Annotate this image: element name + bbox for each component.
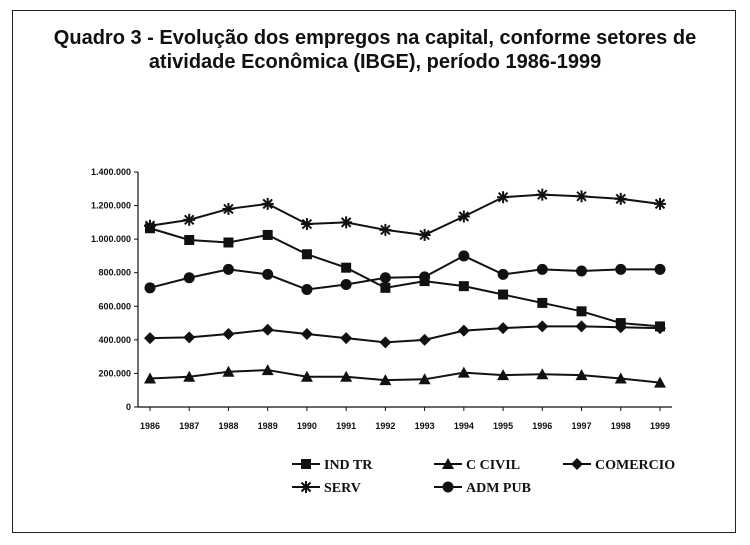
- legend-item-adm-pub: [434, 481, 531, 496]
- legend-label: SERV: [324, 481, 361, 496]
- legend-marker: [443, 482, 454, 493]
- data-point-comercio: [458, 325, 470, 337]
- legend-label: COMERCIO: [595, 458, 676, 473]
- data-point-ind-tr: [380, 283, 390, 293]
- x-tick-label: 1986: [139, 421, 161, 431]
- data-point-comercio: [419, 334, 431, 346]
- data-point-comercio: [497, 322, 509, 334]
- y-tick-label: 0: [125, 402, 131, 412]
- legend-item-comercio: [563, 458, 675, 473]
- y-tick-label: 800.000: [98, 267, 131, 278]
- data-point-adm-pub: [223, 264, 234, 275]
- legend-label: ADM PUB: [466, 481, 531, 496]
- data-point-adm-pub: [458, 250, 469, 261]
- data-point-adm-pub: [145, 282, 156, 293]
- legend: [292, 458, 675, 496]
- series-line-serv: [150, 195, 660, 235]
- data-point-ind-tr: [537, 298, 547, 308]
- data-point-ind-tr: [223, 238, 233, 248]
- data-point-adm-pub: [380, 272, 391, 283]
- x-tick-label: 1998: [610, 421, 631, 431]
- y-tick-label: 600.000: [98, 301, 131, 312]
- data-point-serv: [654, 198, 666, 210]
- data-point-serv: [379, 224, 391, 236]
- data-point-ind-tr: [184, 235, 194, 245]
- data-point-comercio: [183, 331, 195, 343]
- x-tick-label: 1999: [649, 421, 671, 431]
- data-point-adm-pub: [301, 284, 312, 295]
- x-tick-label: 1995: [493, 421, 514, 431]
- data-point-adm-pub: [262, 269, 273, 280]
- x-tick-label: 1997: [571, 421, 592, 431]
- data-point-ind-tr: [263, 230, 273, 240]
- series-c-civil: [144, 364, 666, 388]
- data-point-comercio: [222, 328, 234, 340]
- legend-marker: [300, 481, 312, 493]
- data-point-comercio: [144, 332, 156, 344]
- data-point-ind-tr: [459, 281, 469, 291]
- legend-label: IND TR: [324, 458, 373, 473]
- chart-title-line-2: atividade Econômica (IBGE), período 1986-1999: [148, 51, 602, 73]
- data-point-serv: [615, 193, 627, 205]
- x-tick-label: 1993: [414, 421, 435, 431]
- data-point-ind-tr: [577, 306, 587, 316]
- data-point-serv: [222, 203, 234, 215]
- x-tick-label: 1994: [453, 421, 474, 431]
- data-point-adm-pub: [537, 264, 548, 275]
- series-group: [144, 189, 666, 388]
- legend-marker: [571, 458, 583, 470]
- legend-marker: [301, 459, 311, 469]
- data-point-comercio: [536, 320, 548, 332]
- chart-title-line-1: Quadro 3 - Evolução dos empregos na capital, conforme setores de: [53, 27, 697, 49]
- data-point-serv: [144, 220, 156, 232]
- data-point-ind-tr: [498, 290, 508, 300]
- x-tick-label: 1990: [296, 421, 317, 431]
- y-tick-label: 1.200.000: [90, 200, 131, 211]
- data-point-adm-pub: [419, 271, 430, 282]
- data-point-serv: [576, 190, 588, 202]
- x-tick-label: 1987: [179, 421, 200, 431]
- x-tick-label: 1989: [257, 421, 278, 431]
- data-point-comercio: [340, 332, 352, 344]
- data-point-adm-pub: [498, 269, 509, 280]
- data-point-serv: [419, 229, 431, 241]
- legend-item-serv: [292, 481, 361, 496]
- series-comercio: [144, 320, 666, 348]
- y-tick-label: 200.000: [98, 368, 131, 379]
- x-tick-label: 1992: [375, 421, 396, 431]
- series-serv: [144, 189, 666, 241]
- legend-item-c-civil: [434, 458, 520, 473]
- legend-item-ind-tr: [292, 458, 373, 473]
- x-tick-label: 1988: [218, 421, 239, 431]
- data-point-adm-pub: [655, 264, 666, 275]
- data-point-adm-pub: [615, 264, 626, 275]
- x-tick-label: 1996: [532, 421, 553, 431]
- legend-label: C CIVIL: [466, 458, 521, 473]
- data-point-ind-tr: [341, 263, 351, 273]
- data-point-serv: [536, 189, 548, 201]
- data-point-serv: [458, 210, 470, 222]
- data-point-comercio: [379, 336, 391, 348]
- data-point-comercio: [301, 328, 313, 340]
- data-point-comercio: [262, 324, 274, 336]
- data-point-serv: [340, 216, 352, 228]
- data-point-ind-tr: [302, 249, 312, 259]
- y-tick-label: 1.000.000: [90, 234, 131, 245]
- data-point-comercio: [576, 320, 588, 332]
- tick-labels: [91, 167, 670, 431]
- data-point-adm-pub: [341, 279, 352, 290]
- data-point-serv: [497, 191, 509, 203]
- data-point-serv: [301, 218, 313, 230]
- series-adm-pub: [145, 250, 666, 295]
- data-point-adm-pub: [576, 266, 587, 277]
- y-tick-label: 400.000: [98, 334, 131, 345]
- data-point-adm-pub: [184, 272, 195, 283]
- data-point-serv: [183, 214, 195, 226]
- x-tick-label: 1991: [336, 421, 357, 431]
- y-tick-label: 1.400.000: [90, 167, 131, 177]
- data-point-serv: [262, 198, 274, 210]
